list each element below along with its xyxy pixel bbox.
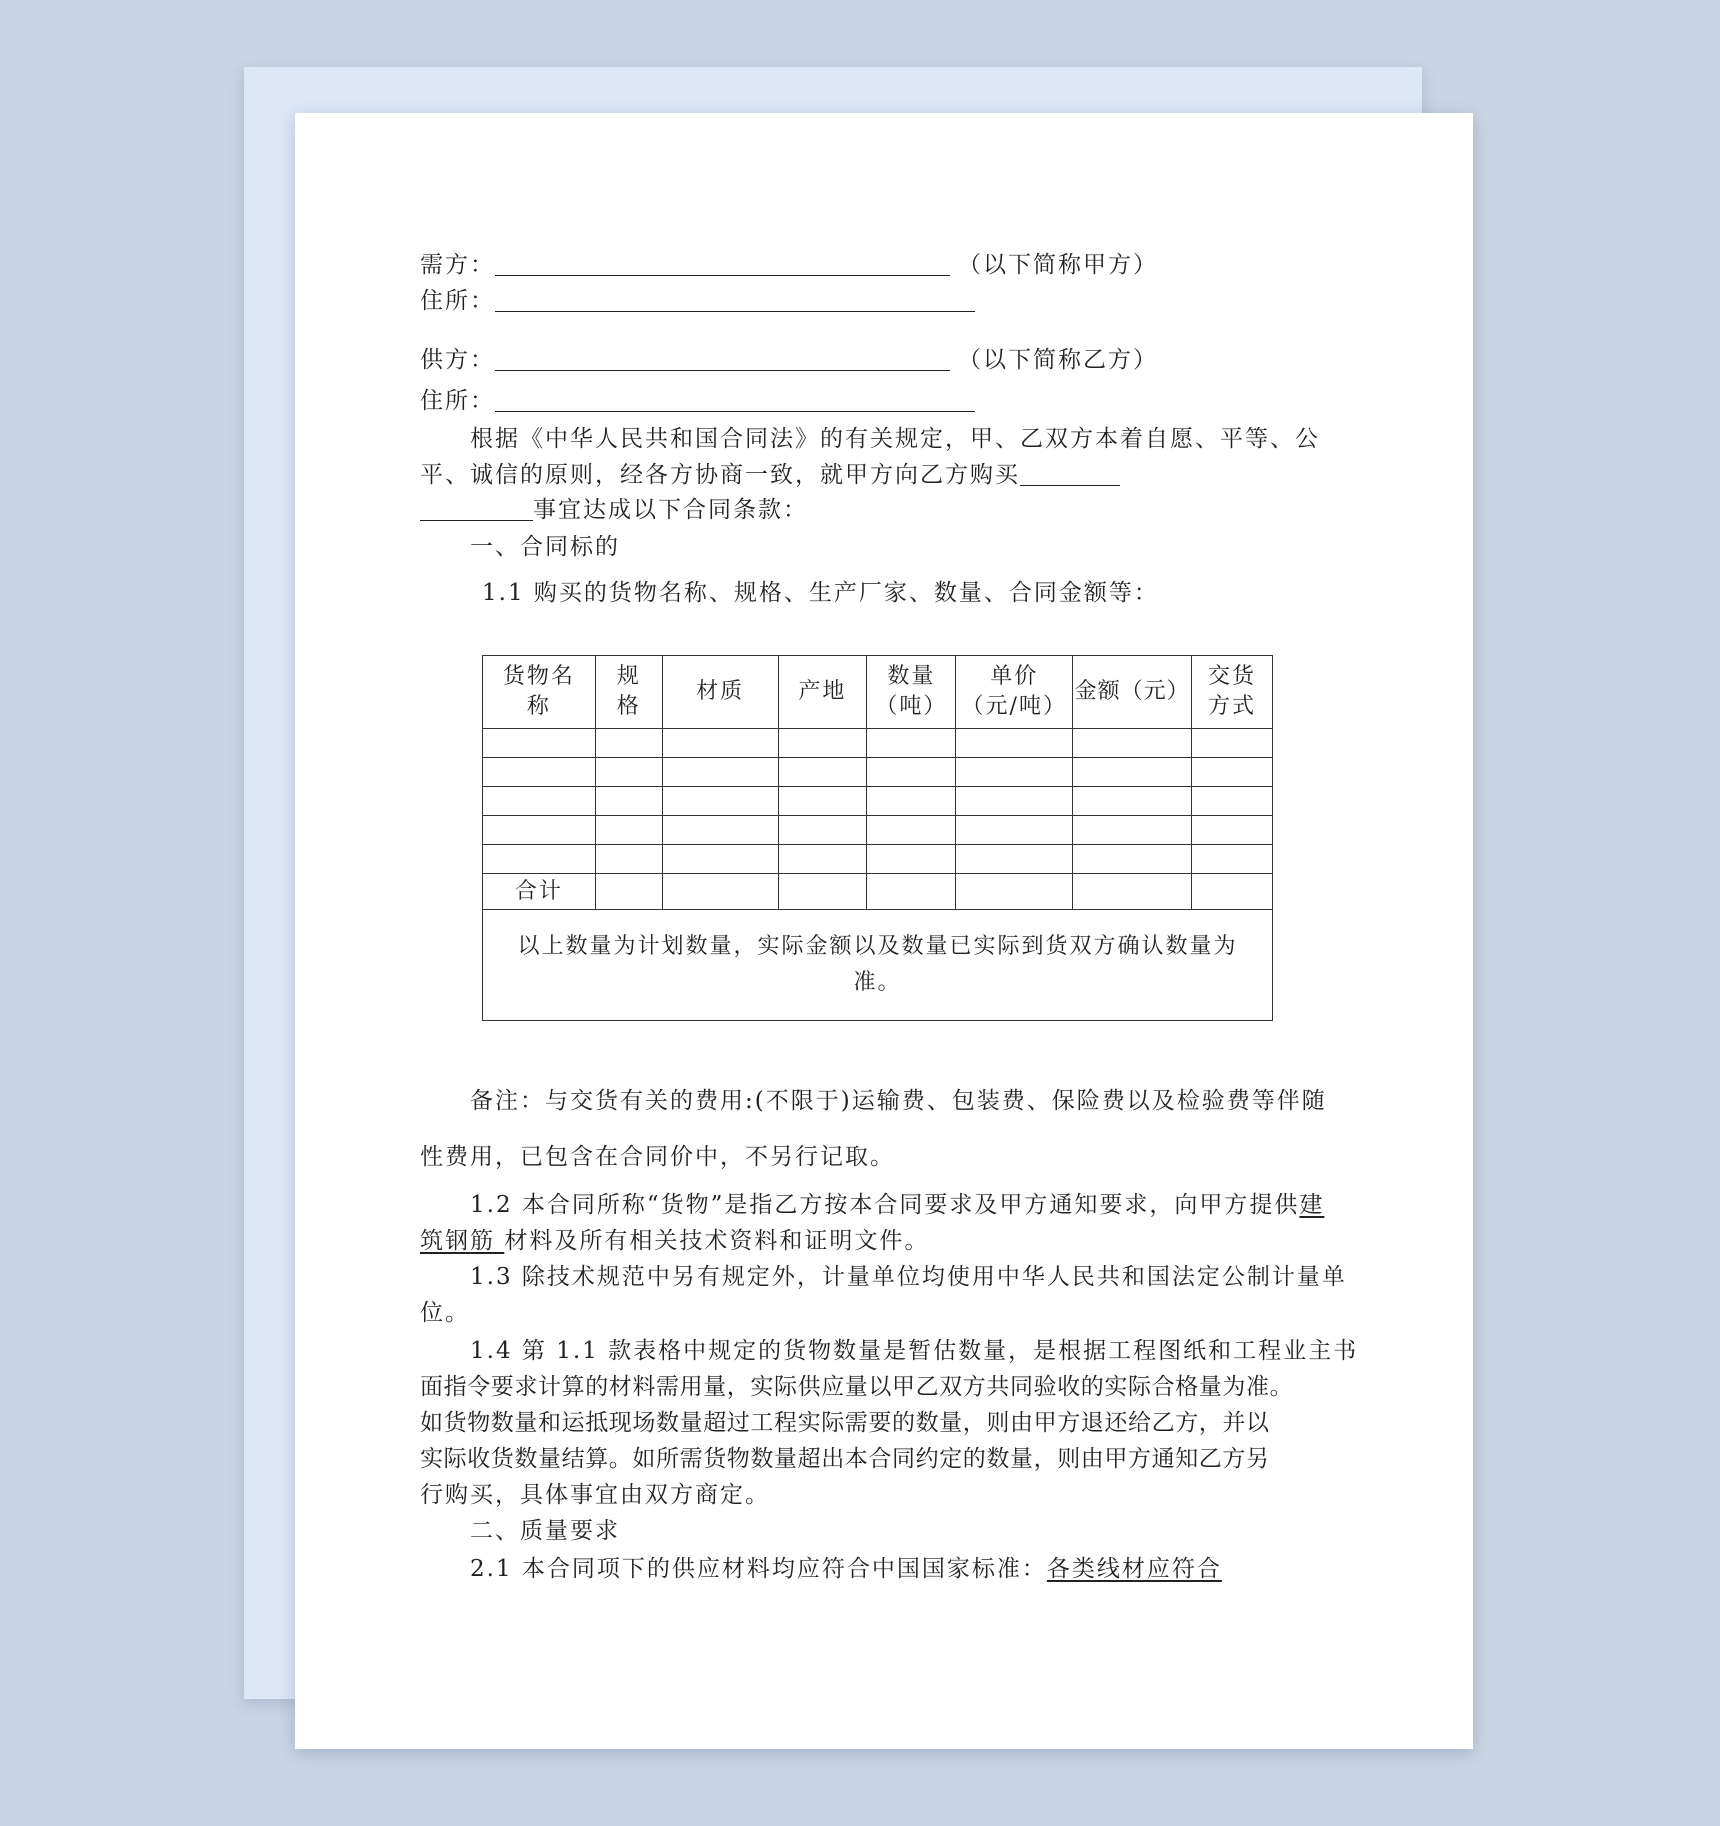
goods-type-underlined: 建 <box>1299 1192 1325 1218</box>
intro-line-2-text: 平、诚信的原则，经各方协商一致，就甲方向乙方购买 <box>420 462 1020 488</box>
table-note-line-1: 以上数量为计划数量，实际金额以及数量已实际到货双方确认数量为 <box>517 934 1238 959</box>
buyer-blank <box>495 251 950 276</box>
clause-1-4-line-2: 面指令要求计算的材料需用量，实际供应量以甲乙双方共同验收的实际合格量为准。 <box>420 1374 1294 1400</box>
purchase-item-blank <box>1020 461 1120 486</box>
remarks-line-2: 性费用，已包含在合同价中，不另行记取。 <box>420 1144 895 1170</box>
intro-line-2 <box>420 460 1120 490</box>
seller-address-blank <box>495 387 975 412</box>
section-1-title: 一、合同标的 <box>470 534 620 560</box>
address-label: 住所： <box>420 288 495 314</box>
table-row <box>483 729 1273 758</box>
clause-1-2-line-1 <box>470 1190 1324 1220</box>
clause-1-1: 1.1 购买的货物名称、规格、生产厂家、数量、合同金额等： <box>482 580 1159 606</box>
table-header-row <box>483 656 1273 729</box>
table-row <box>483 787 1273 816</box>
clause-2-1-text: 2.1 本合同项下的供应材料均应符合中国国家标准： <box>470 1556 1047 1582</box>
table-row <box>483 758 1273 787</box>
seller-label: 供方： <box>420 347 495 373</box>
table-note-line-2: 准。 <box>853 970 902 995</box>
clause-1-4-line-3: 如货物数量和运抵现场数量超过工程实际需要的数量，则由甲方退还给乙方，并以 <box>420 1410 1270 1436</box>
header-cell-spec: 规 格 <box>595 656 662 729</box>
clause-1-4-line-5: 行购买，具体事宜由双方商定。 <box>420 1482 770 1508</box>
clause-1-2-text-cont: 材料及所有相关技术资料和证明文件。 <box>504 1228 930 1254</box>
clause-1-2-line-2 <box>420 1226 929 1256</box>
header-cell-quantity: 数量 （吨） <box>867 656 956 729</box>
address-label: 住所： <box>420 388 495 414</box>
clause-1-3-line-2: 位。 <box>420 1300 470 1326</box>
seller-blank <box>495 346 950 371</box>
buyer-line <box>420 250 1158 280</box>
intro-line-1: 根据《中华人民共和国合同法》的有关规定，甲、乙双方本着自愿、平等、公 <box>470 426 1320 452</box>
seller-line <box>420 345 1158 375</box>
remarks-line-1: 备注：与交货有关的费用:(不限于)运输费、包装费、保险费以及检验费等伴随 <box>470 1088 1327 1114</box>
clause-1-3-line-1: 1.3 除技术规范中另有规定外，计量单位均使用中华人民共和国法定公制计量单 <box>470 1264 1347 1290</box>
clause-1-4-line-4: 实际收货数量结算。如所需货物数量超出本合同约定的数量，则由甲方通知乙方另 <box>420 1446 1270 1472</box>
header-cell-amount: 金额（元） <box>1073 656 1192 729</box>
goods-type-underlined-cont: 筑钢筋 <box>420 1228 505 1254</box>
intro-line-3-text: 事宜达成以下合同条款： <box>533 497 808 523</box>
purchase-item-blank-cont <box>420 496 533 521</box>
buyer-note: （以下简称甲方） <box>958 252 1158 278</box>
seller-address-line <box>420 386 975 416</box>
total-label: 合计 <box>483 874 596 910</box>
table-row <box>483 845 1273 874</box>
section-2-title: 二、质量要求 <box>470 1518 620 1544</box>
buyer-address-line <box>420 286 975 316</box>
buyer-label: 需方： <box>420 252 495 278</box>
header-cell-unit-price: 单价 （元/吨） <box>956 656 1073 729</box>
intro-line-3 <box>420 495 808 525</box>
buyer-address-blank <box>495 287 975 312</box>
table-row <box>483 816 1273 845</box>
standard-underlined: 各类线材应符合 <box>1046 1556 1222 1582</box>
header-cell-delivery: 交货 方式 <box>1192 656 1273 729</box>
table-note <box>483 910 1273 1021</box>
clause-1-2-text: 1.2 本合同所称“货物”是指乙方按本合同要求及甲方通知要求，向甲方提供 <box>470 1192 1300 1218</box>
header-cell-material: 材质 <box>662 656 778 729</box>
table-total-row <box>483 874 1273 910</box>
goods-table <box>482 655 1273 1021</box>
clause-1-4-line-1: 1.4 第 1.1 款表格中规定的货物数量是暂估数量，是根据工程图纸和工程业主书 <box>470 1338 1359 1364</box>
clause-2-1 <box>470 1554 1222 1584</box>
table-note-row <box>483 910 1273 1021</box>
seller-note: （以下简称乙方） <box>958 347 1158 373</box>
header-cell-origin: 产地 <box>778 656 867 729</box>
header-cell-goods-name: 货物名 称 <box>483 656 596 729</box>
